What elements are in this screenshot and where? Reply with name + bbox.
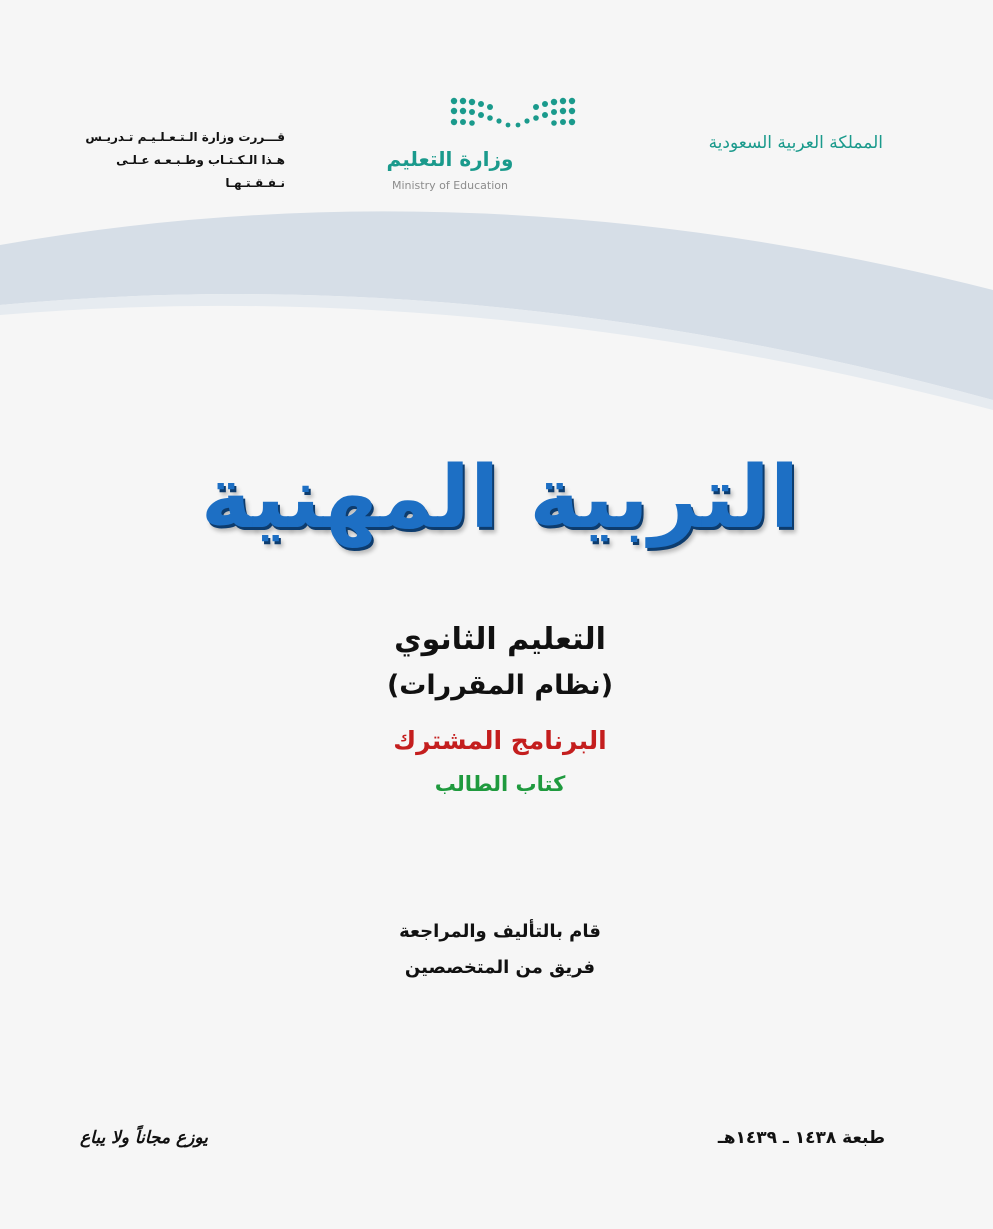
kingdom-label: المملكة العربية السعودية xyxy=(708,133,883,153)
free-distribution-label: يوزع مجاناً ولا يباع xyxy=(80,1128,208,1148)
book-type: كتاب الطالب xyxy=(434,772,566,796)
notice-line: هـذا الـكـتـاب وطـبـعـه عـلـى نـفـقـتـهـا xyxy=(116,153,285,190)
book-title: التربية المهنية xyxy=(200,448,800,548)
authors-line: فريق من المتخصصين xyxy=(404,957,596,978)
ministry-notice xyxy=(60,126,285,195)
ministry-logo xyxy=(380,95,590,200)
authors-line: قام بالتأليف والمراجعة xyxy=(399,921,601,942)
course-system: (نظام المقررات) xyxy=(386,670,614,701)
notice-line: قـــررت وزارة الـتـعـلـيـم تـدريـس xyxy=(85,130,285,144)
ministry-name-arabic: وزارة التعليم xyxy=(386,147,514,171)
ministry-name-english: Ministry of Education xyxy=(391,179,508,192)
education-level: التعليم الثانوي xyxy=(394,622,606,657)
authors-credit xyxy=(340,914,660,986)
decorative-swoosh xyxy=(0,200,993,420)
program-name: البرنامج المشترك xyxy=(393,726,607,755)
ministry-dots-icon xyxy=(448,95,578,135)
edition-label: طبعة ١٤٣٨ ـ ١٤٣٩هـ xyxy=(717,1128,885,1148)
